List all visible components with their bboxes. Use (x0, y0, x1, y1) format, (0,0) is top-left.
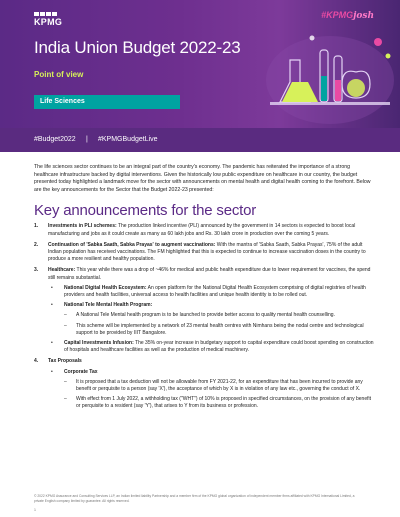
dash-item: – A National Tele Mental health program is to be launched to provide better access to quality mental health counselling. (64, 312, 374, 319)
list-item (34, 358, 374, 365)
hashtag-kpmg-budget-live: #KPMGBudgetLive (98, 136, 158, 143)
item-lead: Investments in PLI schemes: (48, 223, 117, 230)
hashtag-bar (0, 128, 400, 152)
item-number: 2. (34, 241, 39, 248)
header-banner (0, 0, 400, 152)
item-lead: Continuation of 'Sabka Saath, Sabka Prayas' to augment vaccinations: (48, 241, 216, 248)
dash-item: – It is proposed that a tax deduction will not be allowable from FY 2021-22, for an expenditure that has been incurred to provide any benefit or perquisite to a person (say 'X'), the acceptance of which by X is in violation of any law etc., governing the conduct of X. (64, 379, 374, 393)
item-lead: Tax Proposals (48, 358, 82, 365)
sub-bullet-lead: Capital Investments Infusion: (64, 340, 134, 347)
key-announcements-heading: Key announcements for the sector (34, 202, 257, 220)
sub-bullet (48, 369, 374, 376)
main-content (34, 160, 374, 411)
sub-bullet-text: An open platform for the National Digital Health Ecosystem comprising of digital registries of health providers and health facilities, universal access to health facilities and unique health identity is to be rolled out. (64, 284, 366, 298)
sub-bullet (48, 340, 374, 354)
brand-prefix: #KPMG (321, 10, 354, 20)
item-number: 3. (34, 267, 39, 274)
page-number: 1 (34, 508, 36, 512)
list-item (34, 267, 374, 281)
page-title: India Union Budget 2022-23 (34, 38, 241, 57)
item-text: With the mantra of 'Sabka Saath, Sabka Prayas', 75% of the adult Indian population has received vaccinations. The FM highlighted that this is expected to continue to increase vaccination doses in the country to produce a more resilient and healthy population. (48, 241, 366, 263)
list-item (34, 223, 374, 237)
lab-equipment-illustration (260, 20, 400, 128)
list-item (34, 242, 374, 264)
dash-item: – With effect from 1 July 2022, a withholding tax ("WHT") of 10% is proposed in specified circumstances, on the provision of any benefit or perquisite to a resident (say 'Y'), that arises to Y from its business or profession. (64, 396, 374, 410)
item-text: The production linked incentive (PLI) announced by the government in 14 sectors is expected to boost local manufacturing and jobs as it could create as many as 60 lakh jobs and Rs. 30 lakh crore in production over the coming 5 years. (48, 223, 356, 237)
sub-bullet (48, 302, 374, 309)
brand-suffix: josh (353, 11, 374, 21)
item-lead: Healthcare: (48, 267, 76, 274)
intro-paragraph: The life sciences sector continues to be an integral part of the country's economy. The pandemic has reiterated the importance of a strong healthcare infrastructure backed by digital interventions. Given the historically low public expenditure on healthcare in our country, the budget presented today highlighted a landmark move for the sector with announcements on mental health and digital health coming to the forefront. Below are the key announcements for the Sector that the Budget 2022-23 presented: (34, 164, 371, 193)
hashtag-separator: | (86, 136, 88, 143)
sub-bullet-lead: National Digital Health Ecosystem: (64, 284, 147, 291)
sub-bullet-lead: Corporate Tax (64, 368, 98, 375)
page-subtitle: Point of view (34, 70, 84, 79)
footer-disclaimer: © 2022 KPMG Assurance and Consulting Services LLP, an Indian limited liability Partnership and a member firm of the KPMG global organization of independent member firms affiliated with KPMG International Limited, a private English company limited by guarantee. All rights reserved. (34, 494, 355, 503)
section-tag: Life Sciences (34, 95, 180, 109)
item-number: 1. (34, 223, 39, 230)
dash-item: – This scheme will be implemented by a network of 23 mental health centres with Nimhans being the nodal centre and technological support to be provided by IIIT Bangalore. (64, 323, 374, 337)
item-text: This year while there was a drop of ~46% for medical and public health expenditure due to lower requirement for vaccines, the spend still remains substantial. (48, 267, 371, 281)
hashtag-budget: #Budget2022 (34, 136, 76, 143)
kpmg-logo (34, 12, 62, 27)
item-number: 4. (34, 358, 39, 365)
sub-bullet-lead: National Tele Mental Health Program: (64, 302, 153, 309)
sub-bullet (48, 285, 374, 299)
logo-blocks-icon (34, 12, 62, 16)
sub-bullet-text: The 35% on-year increase in budgetary support to capital expenditure could boost spending on construction of hospitals and healthcare facilities as well as the production of medical machinery. (64, 340, 374, 354)
logo-text: KPMG (34, 17, 63, 27)
